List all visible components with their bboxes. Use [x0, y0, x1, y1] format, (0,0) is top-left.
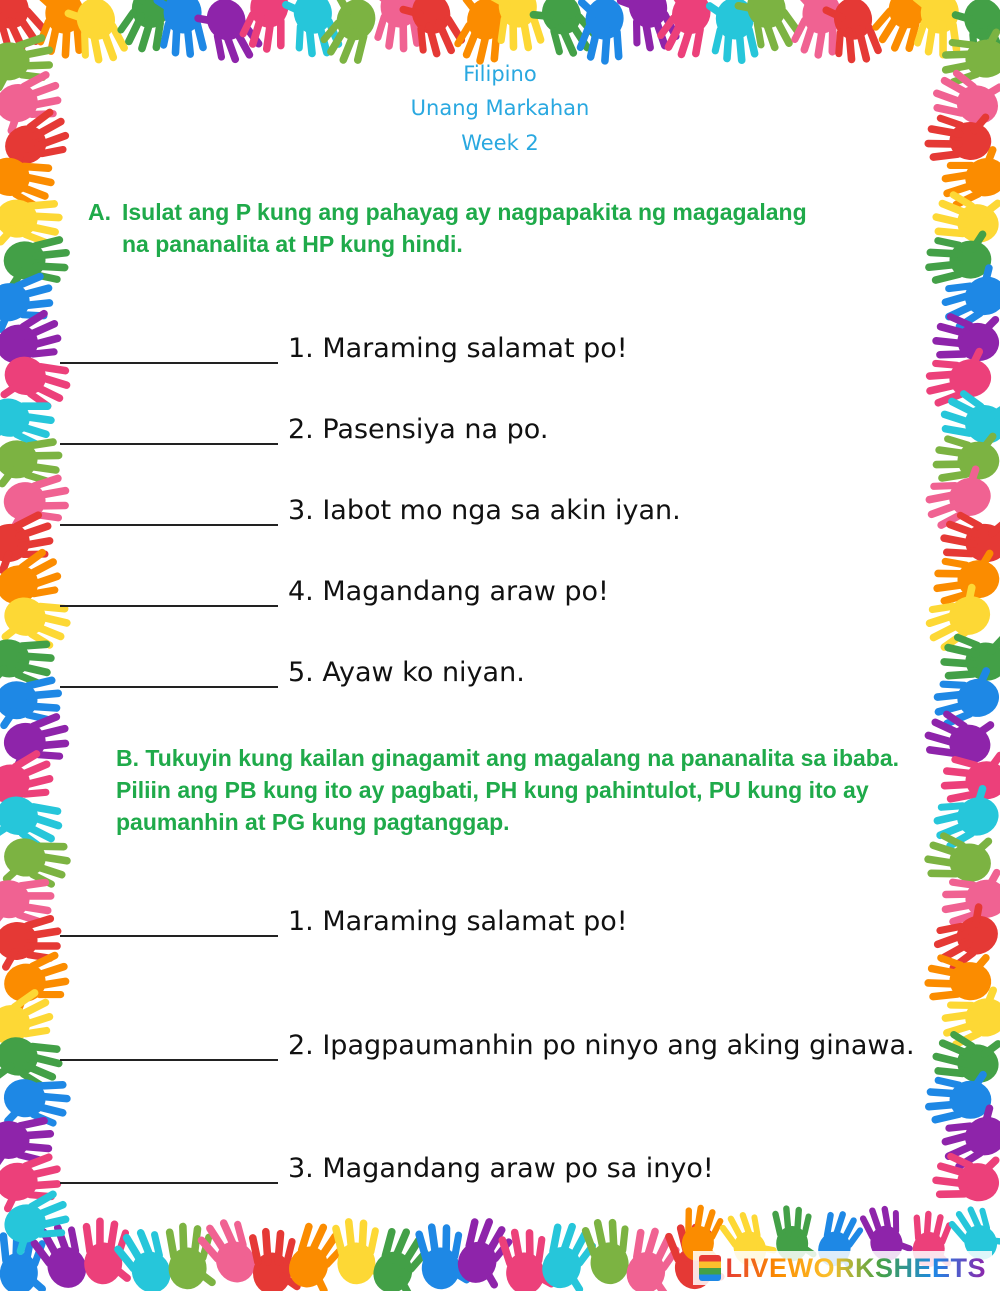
section-a-item — [60, 575, 609, 615]
section-a-item — [60, 332, 628, 372]
section-b-item — [60, 1029, 915, 1069]
hand-print-icon — [924, 229, 993, 285]
section-a-instruction-text: Isulat ang P kung ang pahayag ay nagpapakita ng magagalang na pananalita at HP kung hindi. — [122, 199, 807, 257]
answer-blank[interactable] — [60, 494, 278, 526]
week-title: Week 2 — [461, 131, 539, 155]
item-text: 2. Ipagpaumanhin po ninyo ang aking ginawa. — [288, 1030, 915, 1061]
liveworksheets-logo-icon — [699, 1255, 721, 1281]
hand-print-icon — [0, 676, 63, 731]
item-text: 5. Ayaw ko niyan. — [288, 657, 525, 688]
item-text: 3. Magandang araw po sa inyo! — [288, 1153, 714, 1184]
section-a-instruction — [88, 196, 808, 260]
item-text: 4. Magandang araw po! — [288, 576, 609, 607]
section-a-item — [60, 656, 525, 696]
section-a-item — [60, 494, 681, 534]
hand-print-icon — [61, 0, 131, 71]
answer-blank[interactable] — [60, 1152, 278, 1184]
section-b-item — [60, 1152, 714, 1192]
answer-blank[interactable] — [60, 413, 278, 445]
subject-title: Filipino — [463, 62, 537, 86]
item-text: 2. Pasensiya na po. — [288, 414, 549, 445]
answer-blank[interactable] — [60, 575, 278, 607]
item-text: 1. Maraming salamat po! — [288, 333, 628, 364]
answer-blank[interactable] — [60, 656, 278, 688]
quarter-title: Unang Markahan — [410, 96, 590, 120]
answer-blank[interactable] — [60, 332, 278, 364]
section-b-item — [60, 905, 628, 945]
hand-print-icon — [931, 428, 1000, 485]
section-a-item — [60, 413, 548, 453]
hand-print-icon — [922, 946, 994, 1007]
liveworksheets-logo-text: LIVEWORKSHEETS — [725, 1252, 986, 1283]
hand-print-icon — [78, 1216, 136, 1286]
item-text: 3. Iabot mo nga sa akin iyan. — [288, 495, 681, 526]
liveworksheets-logo[interactable] — [693, 1251, 992, 1285]
answer-blank[interactable] — [60, 1029, 278, 1061]
answer-blank[interactable] — [60, 905, 278, 937]
hand-print-icon — [924, 1069, 992, 1124]
section-a-letter: A. — [88, 199, 111, 225]
hand-print-icon — [613, 0, 682, 59]
section-b-instruction: B. Tukuyin kung kailan ginagamit ang magalang na pananalita sa ibaba. Piliin ang PB kung ito ay pagbati, PH kung pahintulot, PU kung ito ay paumanhin at PG kung pagtanggap. — [116, 745, 900, 835]
item-text: 1. Maraming salamat po! — [288, 906, 628, 937]
hand-print-icon — [3, 235, 72, 291]
